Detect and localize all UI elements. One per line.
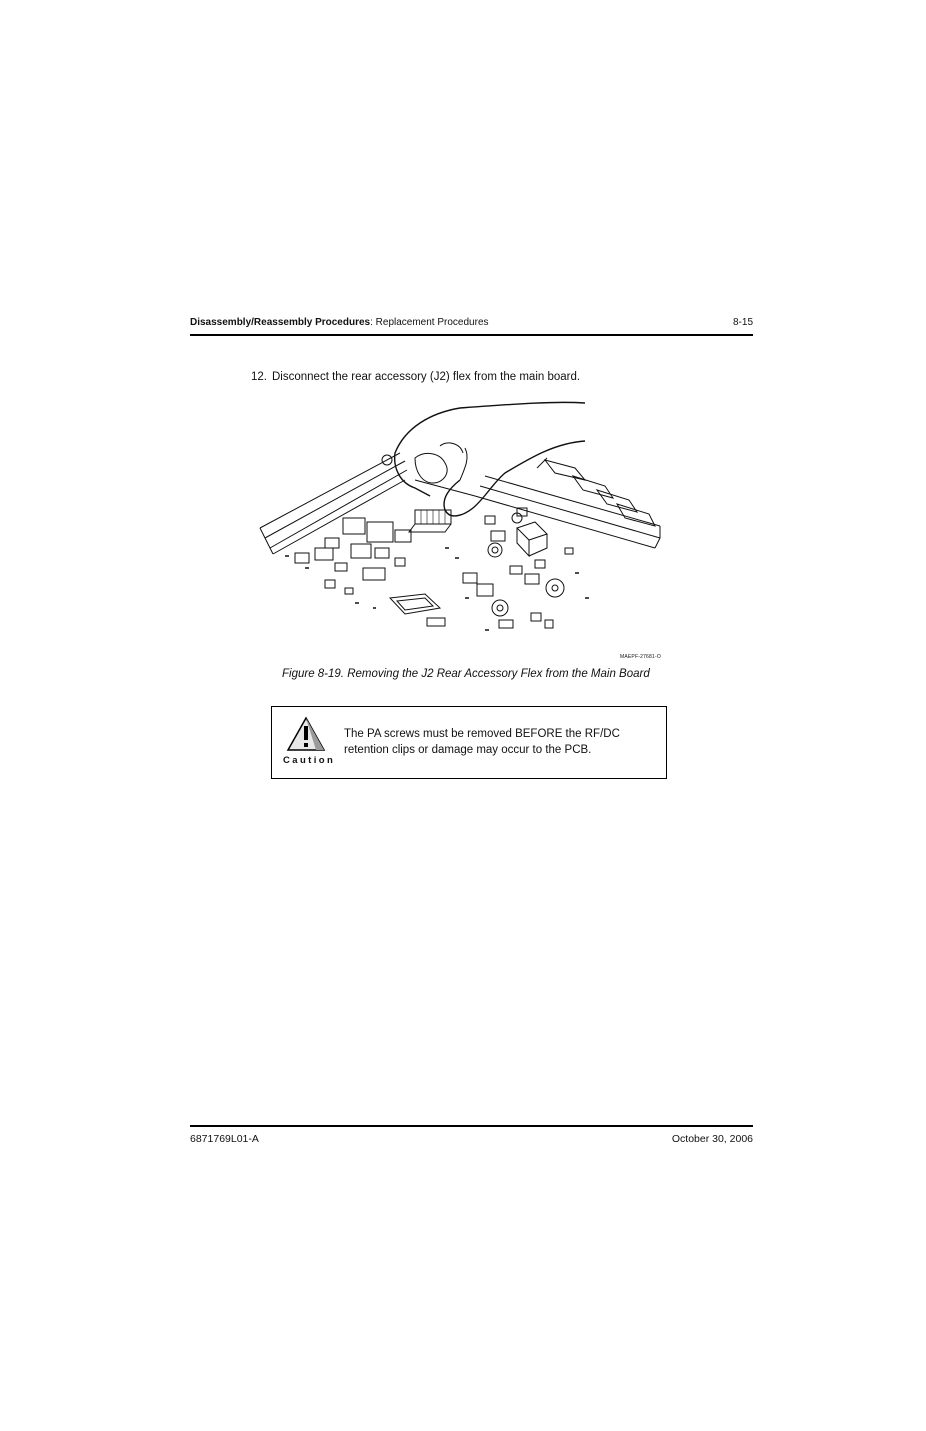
figure-illustration xyxy=(255,398,665,663)
header-section-bold: Disassembly/Reassembly Procedures xyxy=(190,317,371,328)
procedure-step xyxy=(251,370,580,384)
figure-id: MAEPF-27681-O xyxy=(620,654,661,660)
running-header xyxy=(190,317,753,331)
header-section-rest: : Replacement Procedures xyxy=(370,317,489,328)
header-page-number: 8-15 xyxy=(732,317,753,328)
board-hand-drawing xyxy=(255,398,665,663)
header-rule xyxy=(190,334,753,336)
step-text: Disconnect the rear accessory (J2) flex from the main board. xyxy=(272,371,581,383)
caution-label: Caution xyxy=(283,755,336,766)
caution-box xyxy=(271,706,667,779)
header-section-title xyxy=(190,317,489,329)
footer-date: October 30, 2006 xyxy=(671,1133,753,1145)
caution-text: The PA screws must be removed BEFORE the RF/DC retention clips or damage may occur to the PCB. xyxy=(344,728,620,756)
step-number: 12. xyxy=(251,371,267,383)
warning-triangle-icon xyxy=(286,716,326,752)
footer-doc-number: 6871769L01-A xyxy=(190,1133,259,1145)
figure-caption: Figure 8-19. Removing the J2 Rear Accessory Flex from the Main Board xyxy=(282,668,650,680)
footer-rule xyxy=(190,1125,753,1127)
